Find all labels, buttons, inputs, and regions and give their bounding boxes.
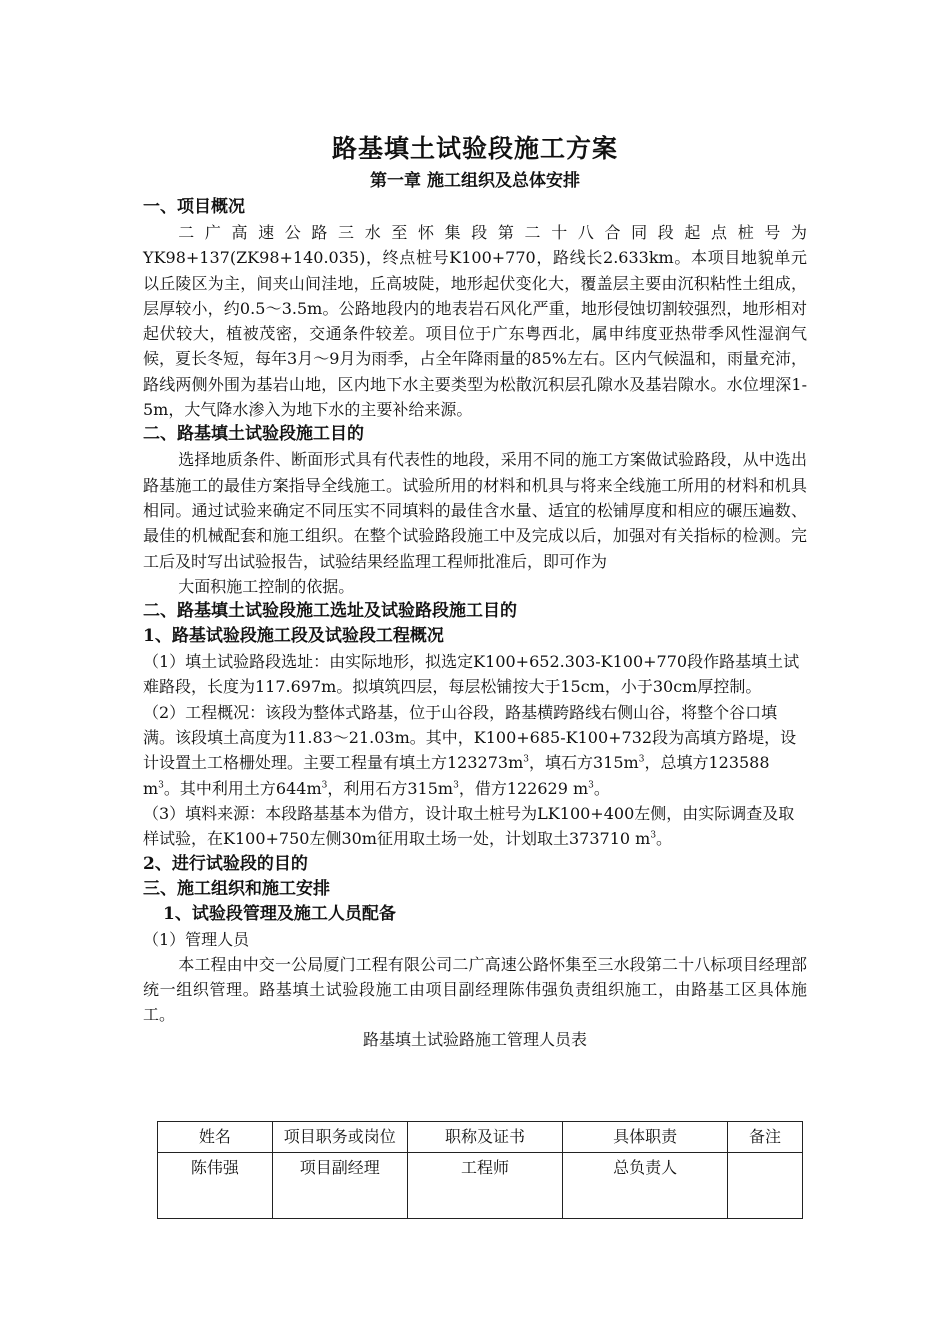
- overview-text-b: ，填石方315m: [529, 753, 639, 773]
- superscript-3: 3: [638, 755, 645, 766]
- fill-source-paragraph: [143, 801, 807, 852]
- overview-first-line: 二广高速公路三水至怀集段第二十八合同段起点桩号为: [178, 223, 807, 242]
- overview-text-a: （2）工程概况：该段为整体式路基，位于山谷段，路基横跨路线右侧山谷，将整个谷口填满。该段填土高度为11.83～21.03m。其中，K100+685-K100+732段为高填方路堤，设计设置土工格栅处理。主要工程量有填土方123273m: [143, 702, 797, 773]
- table-caption: 路基填土试验路施工管理人员表: [362, 1029, 587, 1049]
- table-header-cell: 职称及证书: [407, 1122, 563, 1153]
- table-header-cell: 备注: [728, 1122, 803, 1153]
- table-cell: [728, 1153, 803, 1219]
- subsection-heading-test-purpose: 2、进行试验段的目的: [143, 853, 308, 874]
- table-cell: 项目副经理: [272, 1153, 407, 1219]
- engineering-overview-paragraph: [143, 700, 807, 801]
- table-header-cell: 具体职责: [563, 1122, 728, 1153]
- table-cell: 总负责人: [563, 1153, 728, 1219]
- superscript-3: 3: [650, 830, 657, 841]
- table-header-cell: 项目职务或岗位: [272, 1122, 407, 1153]
- fill-source-text-b: 。: [656, 829, 673, 849]
- superscript-3: 3: [158, 780, 164, 791]
- superscript-3: 3: [588, 780, 594, 791]
- table-cell: 陈伟强: [158, 1153, 273, 1219]
- table-row: [158, 1153, 803, 1219]
- superscript-3: 3: [453, 780, 459, 791]
- table-header-cell: 姓名: [158, 1122, 273, 1153]
- overview-paragraph: YK98+137(ZK98+140.035)，终点桩号K100+770，路线长2.633km。本项目地貌单元以丘陵区为主，间夹山间洼地，丘高坡陡，地形起伏变化大，覆盖层主要由沉积粘性土组成，层厚较小，约0.5～3.5m。公路地段内的地表岩石风化严重，地形侵蚀切割较强烈，地形相对起伏较大，植被茂密，交通条件较差。项目位于广东粤西北，属申纬度亚热带季风性湿润气候，夏长冬短，每年3月～9月为雨季，占全年降雨量的85%左右。区内气候温和，雨量充沛，路线两侧外围为基岩山地，区内地下水主要类型为松散沉积层孔隙水及基岩隙水。水位埋深1-5m，大气降水渗入为地下水的主要补给来源。: [143, 248, 807, 420]
- document-title: 路基填土试验段施工方案: [331, 134, 618, 163]
- overview-text-d: 。其中利用土方644m: [163, 778, 322, 798]
- item-management-staff: （1）管理人员: [143, 929, 250, 949]
- document-body: [143, 130, 807, 1052]
- section-heading-purpose: 二、路基填土试验段施工目的: [143, 424, 364, 445]
- superscript-3: 3: [321, 780, 328, 791]
- section-heading-site: 二、路基填土试验段施工选址及试验路段施工目的: [143, 601, 517, 622]
- table-cell: 工程师: [407, 1153, 563, 1219]
- section-heading-overview: 一、项目概况: [143, 197, 245, 217]
- chapter-heading: 第一章 施工组织及总体安排: [370, 171, 580, 191]
- overview-text-c: ，总填方123588 m: [143, 753, 770, 798]
- superscript-3: 3: [523, 755, 529, 766]
- subsection-heading-staffing: 1、试验段管理及施工人员配备: [163, 903, 396, 924]
- table-header-row: [158, 1122, 803, 1153]
- overview-text-f: ，借方122629 m: [458, 778, 589, 798]
- management-paragraph: 本工程由中交一公局厦门工程有限公司二广高速公路怀集至三水段第二十八标项目经理部统一组织管理。路基填土试验段施工由项目副经理陈伟强负责组织施工，由路基工区具体施工。: [143, 954, 807, 1025]
- staff-table: [157, 1121, 803, 1219]
- site-selection-paragraph: （1）填土试验路段选址：由实际地形，拟选定K100+652.303-K100+770段作路基填土试难路段，长度为117.697m。拟填筑四层，每层松铺按大于15cm，小于30cm厚控制。: [143, 652, 800, 697]
- section-heading-organization: 三、施工组织和施工安排: [143, 878, 330, 899]
- fill-source-text-a: （3）填料来源：本段路基基本为借方，设计取土桩号为LK100+400左侧，由实际调查及取样试验，在K100+750左侧30m征用取土场一处，计划取土373710 m: [143, 803, 795, 849]
- purpose-paragraph-tail: 大面积施工控制的依据。: [178, 576, 355, 596]
- subsection-heading-site-overview: 1、路基试验段施工段及试验段工程概况: [143, 626, 444, 647]
- overview-text-e: ，利用石方315m: [327, 778, 454, 798]
- purpose-paragraph: 选择地质条件、断面形式具有代表性的地段，采用不同的施工方案做试验路段，从中选出路基施工的最佳方案指导全线施工。试验所用的材料和机具与将来全线施工所用的材料和机具相同。通过试验来确定不同压实不同填料的最佳含水量、适宜的松铺厚度和相应的碾压遍数、最佳的机械配套和施工组织。在整个试验路段施工中及完成以后，加强对有关指标的检测。完工后及时写出试验报告，试验结果经监理工程师批准后，即可作为: [143, 450, 807, 571]
- overview-text-g: 。: [593, 778, 610, 798]
